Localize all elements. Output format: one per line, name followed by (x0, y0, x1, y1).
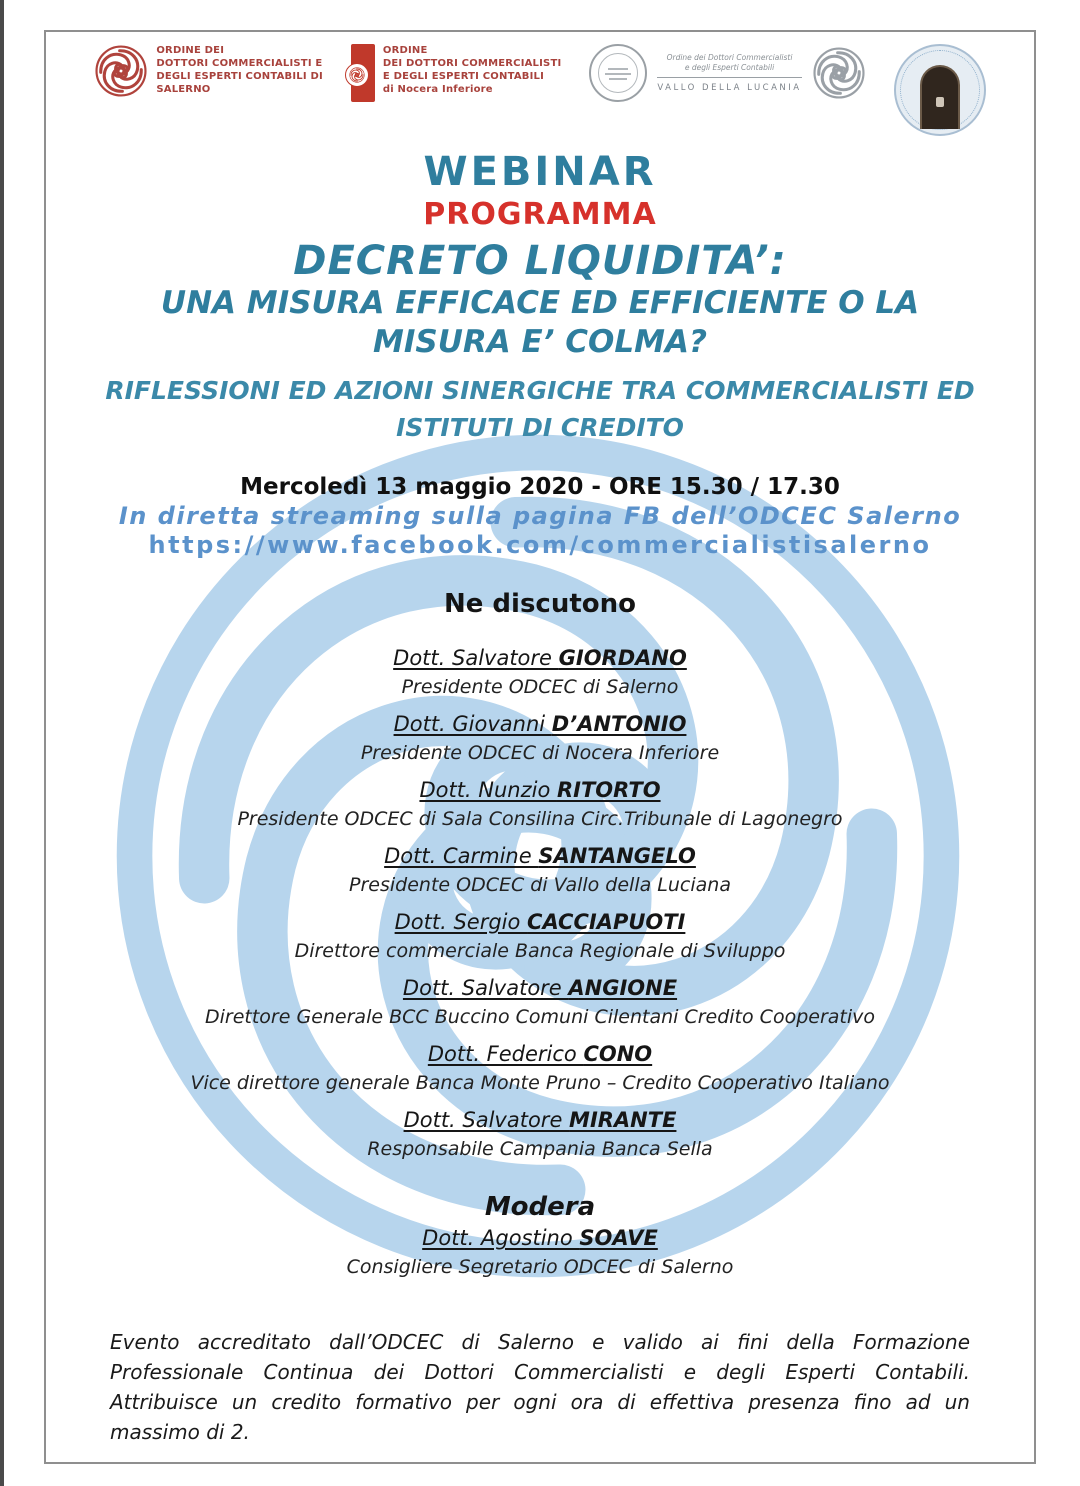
speaker-name-surname: RITORTO (556, 778, 661, 802)
mini-quatrefoil-icon (349, 67, 365, 83)
speaker-role: Presidente ODCEC di Vallo della Luciana (349, 874, 731, 896)
tagline (46, 372, 1034, 446)
vallo-seal-icon (589, 44, 647, 102)
speaker-name (46, 908, 1034, 937)
scan-edge-artifact (0, 0, 4, 1486)
logo-odcec-salerno-text (156, 44, 323, 96)
logo-odcec-nocera (351, 44, 562, 102)
speaker-name (46, 1040, 1034, 1069)
speaker-name-surname: CACCIAPUOTI (527, 910, 686, 934)
event-datetime: Mercoledì 13 maggio 2020 - ORE 15.30 / 17.30 (240, 474, 840, 500)
seal-detail (605, 73, 631, 75)
logo-text-line: DEGLI ESPERTI CONTABILI DI (156, 71, 323, 82)
subtitle-line1: UNA MISURA EFFICACE ED EFFICIENTE O LA (160, 285, 920, 321)
facebook-url[interactable]: https://www.facebook.com/commercialistisalerno (148, 531, 932, 559)
speaker-entry (46, 974, 1034, 1031)
moderator-name-surname: SOAVE (579, 1226, 658, 1250)
speaker-name-prefix: Dott. Giovanni (393, 712, 552, 736)
speaker-entry (46, 1040, 1034, 1097)
moderator-name (46, 1224, 1034, 1253)
speaker-name (46, 776, 1034, 805)
speaker-name (46, 974, 1034, 1003)
speaker-entry (46, 710, 1034, 767)
speaker-name (46, 710, 1034, 739)
moderator-name-prefix: Dott. Agostino (422, 1226, 580, 1250)
speaker-role: Direttore Generale BCC Buccino Comuni Cilentani Credito Cooperativo (205, 1006, 875, 1028)
seal-detail (609, 78, 627, 80)
speaker-name-prefix: Dott. Salvatore (403, 1108, 570, 1132)
moderator-role: Consigliere Segretario ODCEC di Salerno (346, 1256, 734, 1278)
accreditation-note: Evento accreditato dall’ODCEC di Salerno e valido ai fini della Formazione Professionale Continua dei Dottori Commercialisti e degli Esperti Contabili. Attribuisce un credito formativo per ogni ora di effettiva presenza fino ad un massimo di 2. (110, 1330, 970, 1444)
speaker-name-surname: SANTANGELO (538, 844, 696, 868)
logo-text-line: ORDINE DEI (156, 45, 225, 56)
webinar-title: WEBINAR (423, 149, 657, 195)
vallo-caption: VALLO DELLA LUCANIA (657, 83, 802, 93)
logo-text-line: di Nocera Inferiore (382, 84, 493, 95)
logo-text-line: ORDINE (382, 45, 428, 56)
logo-text-line: E DEGLI ESPERTI CONTABILI (382, 71, 544, 82)
speaker-entry (46, 644, 1034, 701)
odcec-nocera-medallion-icon (345, 63, 369, 87)
logo-text-line: DEI DOTTORI COMMERCIALISTI (382, 58, 562, 69)
subtitle-line2: MISURA E’ COLMA? (373, 324, 707, 360)
speaker-entry (46, 842, 1034, 899)
speaker-name-prefix: Dott. Federico (427, 1042, 584, 1066)
vallo-quatrefoil-icon (812, 46, 866, 100)
speaker-role: Responsabile Campania Banca Sella (367, 1138, 713, 1160)
speaker-role: Presidente ODCEC di Salerno (401, 676, 679, 698)
arch-gate-icon (920, 65, 960, 129)
speakers-heading: Ne discutono (443, 589, 637, 619)
speaker-name-surname: GIORDANO (558, 646, 687, 670)
speaker-role: Presidente ODCEC di Nocera Inferiore (360, 742, 720, 764)
logo-odcec-vallo (589, 44, 865, 102)
speaker-entry (46, 776, 1034, 833)
speaker-name-prefix: Dott. Salvatore (402, 976, 569, 1000)
logo-odcec-vallo-text (657, 53, 801, 93)
logo-text-line: SALERNO (156, 84, 211, 95)
speaker-name (46, 1106, 1034, 1135)
speaker-name-prefix: Dott. Salvatore (393, 646, 559, 670)
speaker-name-prefix: Dott. Carmine (384, 844, 539, 868)
logo-odcec-nocera-text (383, 44, 562, 96)
flyer-content (46, 32, 1034, 1447)
flyer-card (44, 30, 1036, 1464)
main-title: DECRETO LIQUIDITA’: (293, 238, 787, 284)
programma-label: PROGRAMMA (423, 197, 657, 232)
header-logos-row (46, 32, 1034, 144)
speaker-entry (46, 908, 1034, 965)
logo-text-line: DOTTORI COMMERCIALISTI E (156, 58, 323, 69)
speaker-name (46, 842, 1034, 871)
speaker-name-surname: MIRANTE (569, 1108, 677, 1132)
tagline-line2: ISTITUTI DI CREDITO (396, 413, 684, 442)
speaker-name-surname: CONO (583, 1042, 653, 1066)
moderator-section (46, 1191, 1034, 1281)
vallo-script-line: e degli Esperti Contabili (684, 63, 775, 72)
streaming-note: In diretta streaming sulla pagina FB dell’ODCEC Salerno (118, 502, 962, 530)
tagline-line1: RIFLESSIONI ED AZIONI SINERGICHE TRA COMMERCIALISTI ED (105, 376, 975, 405)
vallo-divider (657, 77, 801, 78)
speaker-role: Presidente ODCEC di Sala Consilina Circ.Tribunale di Lagonegro (237, 808, 843, 830)
moderator-heading: Modera (484, 1192, 596, 1222)
speaker-name-surname: ANGIONE (568, 976, 678, 1000)
odcec-salerno-emblem-icon (94, 44, 148, 98)
seal-detail (608, 68, 628, 70)
logo-odcec-salerno (94, 44, 323, 98)
speaker-entry (46, 1106, 1034, 1163)
odcec-nocera-emblem-icon (351, 44, 375, 102)
speaker-name-prefix: Dott. Sergio (394, 910, 528, 934)
speaker-name (46, 644, 1034, 673)
speaker-name-surname: D’ANTONIO (551, 712, 687, 736)
speaker-name-prefix: Dott. Nunzio (419, 778, 557, 802)
fourth-institution-logo-icon (894, 44, 986, 136)
vallo-script-line: Ordine dei Dottori Commercialisti (666, 53, 793, 62)
speaker-role: Direttore commerciale Banca Regionale di Sviluppo (294, 940, 786, 962)
speaker-role: Vice direttore generale Banca Monte Pruno – Credito Cooperativo Italiano (190, 1072, 890, 1094)
